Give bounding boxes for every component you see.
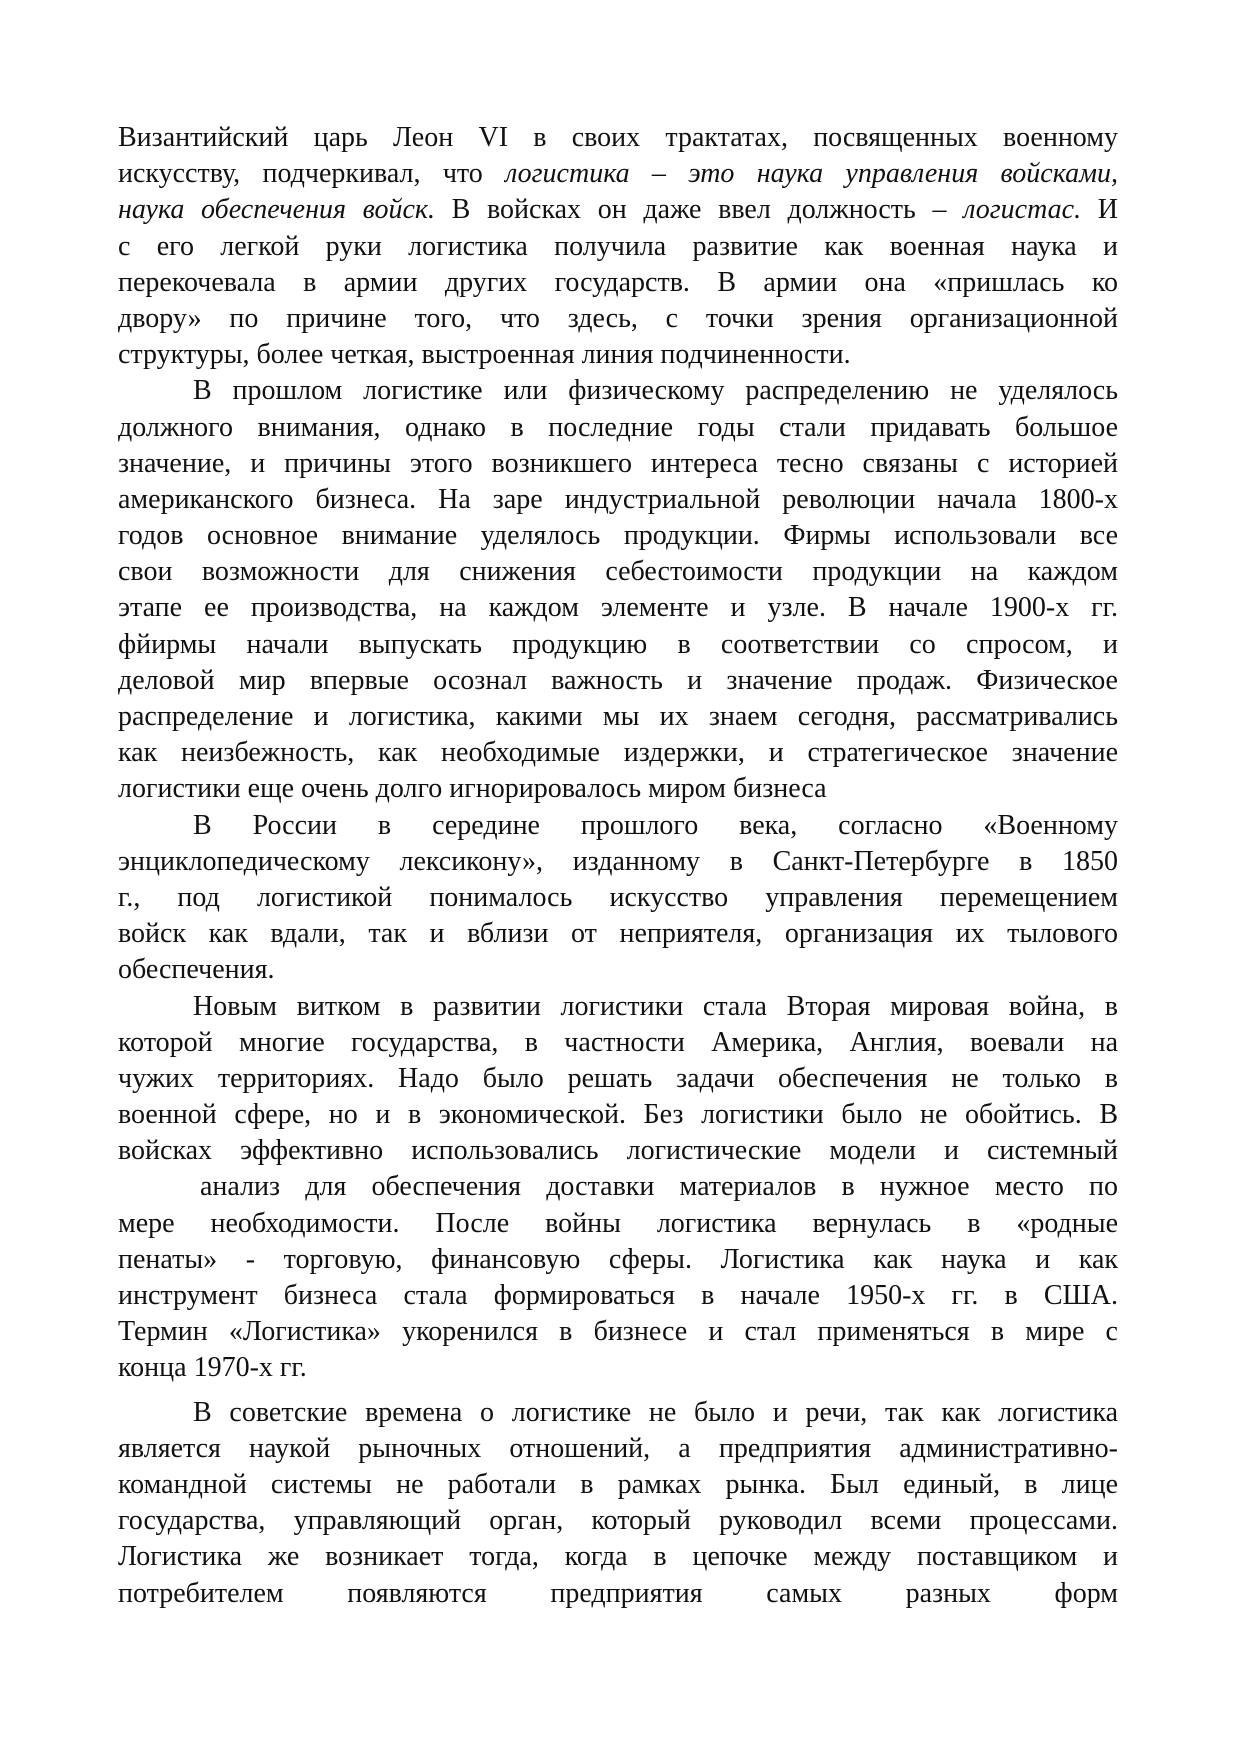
text-line: анализ для обеспечения доставки материалов в нужное место по [200, 1171, 1118, 1203]
paragraph-american-business [118, 373, 1118, 807]
text-line: Термин «Логистика» укоренился в бизнесе и стал применяться в мире с [118, 1316, 1118, 1348]
text-line: обеспечения. [118, 954, 275, 986]
text-line: является наукой рыночных отношений, а предприятия административно- [118, 1432, 1118, 1464]
text-line: конца 1970-х гг. [118, 1352, 307, 1384]
text-line: структуры, более четкая, выстроенная линия подчиненности. [118, 339, 851, 371]
text-line: годов основное внимание уделялось продукции. Фирмы использовали все [118, 520, 1118, 552]
text-line: чужих территориях. Надо было решать задачи обеспечения не только в [118, 1062, 1118, 1094]
text-line: двору» по причине того, что здесь, с точки зрения организационной [118, 302, 1118, 334]
paragraph-world-war-two [118, 989, 1118, 1170]
text-line: логистики еще очень долго игнорировалось миром бизнеса [118, 773, 827, 805]
text-line: искусству, подчеркивал, что логистика – это наука управления войсками, [118, 158, 1119, 190]
text-line: свои возможности для снижения себестоимости продукции на каждом [118, 556, 1118, 588]
text-line: значение, и причины этого возникшего интереса тесно связаны с историей [118, 447, 1118, 479]
text-line: государства, управляющий орган, который руководил всеми процессами. [118, 1505, 1118, 1537]
text-line: инструмент бизнеса стала формироваться в начале 1950-х гг. в США. [118, 1280, 1118, 1311]
text-line: г., под логистикой понималось искусство управления перемещением [118, 881, 1118, 913]
paragraph-soviet-era [118, 1395, 1118, 1612]
paragraph-spacing [118, 1387, 1118, 1395]
document-body [118, 120, 1118, 1612]
text-line: пенаты» - торговую, финансовую сферы. Логистика как наука и как [118, 1243, 1118, 1275]
text-line: военной сфере, но и в экономической. Без логистики было не обойтись. В [118, 1099, 1118, 1131]
text-line: мере необходимости. После войны логистика вернулась в «родные [118, 1207, 1118, 1239]
text-line: потребителем появляются предприятия самых разных форм [118, 1577, 1118, 1609]
text-line: энциклопедическому лексикону», изданному в Санкт-Петербурге в 1850 [118, 845, 1118, 877]
text-line: которой многие государства, в частности Америка, Англия, воевали на [118, 1026, 1118, 1058]
text-line: Новым витком в развитии логистики стала Вторая мировая война, в [193, 990, 1118, 1022]
text-line: войсках эффективно использовались логистические модели и системный [118, 1135, 1118, 1167]
text-line: распределение и логистика, какими мы их знаем сегодня, рассматривались [118, 701, 1118, 732]
text-line: Византийский царь Леон VI в своих трактатах, посвященных военному [118, 122, 1118, 153]
text-line: фйирмы начали выпускать продукцию в соответствии со спросом, и [118, 628, 1118, 660]
text-line: наука обеспечения войск. В войсках он даже ввел должность – логистас. И [118, 194, 1118, 226]
paragraph-russia-1850 [118, 808, 1118, 989]
text-line: В России в середине прошлого века, согласно «Военному [193, 809, 1118, 841]
paragraph-post-war [118, 1169, 1118, 1386]
text-line: Логистика же возникает тогда, когда в цепочке между поставщиком и [118, 1541, 1118, 1573]
text-line: как неизбежность, как необходимые издержки, и стратегическое значение [118, 737, 1118, 769]
text-line: деловой мир впервые осознал важность и значение продаж. Физическое [118, 664, 1118, 696]
text-line: должного внимания, однако в последние годы стали придавать большое [118, 411, 1118, 443]
text-line: американского бизнеса. На заре индустриальной революции начала 1800-х [118, 483, 1118, 515]
paragraph-byzantine-logistics [118, 120, 1118, 373]
text-line: этапе ее производства, на каждом элементе и узле. В начале 1900-х гг. [118, 592, 1118, 624]
text-line: с его легкой руки логистика получила развитие как военная наука и [118, 230, 1118, 262]
text-line: войск как вдали, так и вблизи от неприятеля, организация их тылового [118, 918, 1118, 950]
text-line: перекочевала в армии других государств. В армии она «пришлась ко [118, 266, 1118, 298]
text-line: В прошлом логистике или физическому распределению не уделялось [193, 375, 1118, 407]
text-line: командной системы не работали в рамках рынка. Был единый, в лице [118, 1468, 1118, 1500]
text-line: В советские времена о логистике не было и речи, так как логистика [193, 1396, 1118, 1428]
italic-term: логистас. [963, 194, 1082, 226]
italic-definition: логистика – это наука управления войсками, [505, 158, 1119, 190]
italic-definition: наука обеспечения войск. [118, 194, 435, 226]
